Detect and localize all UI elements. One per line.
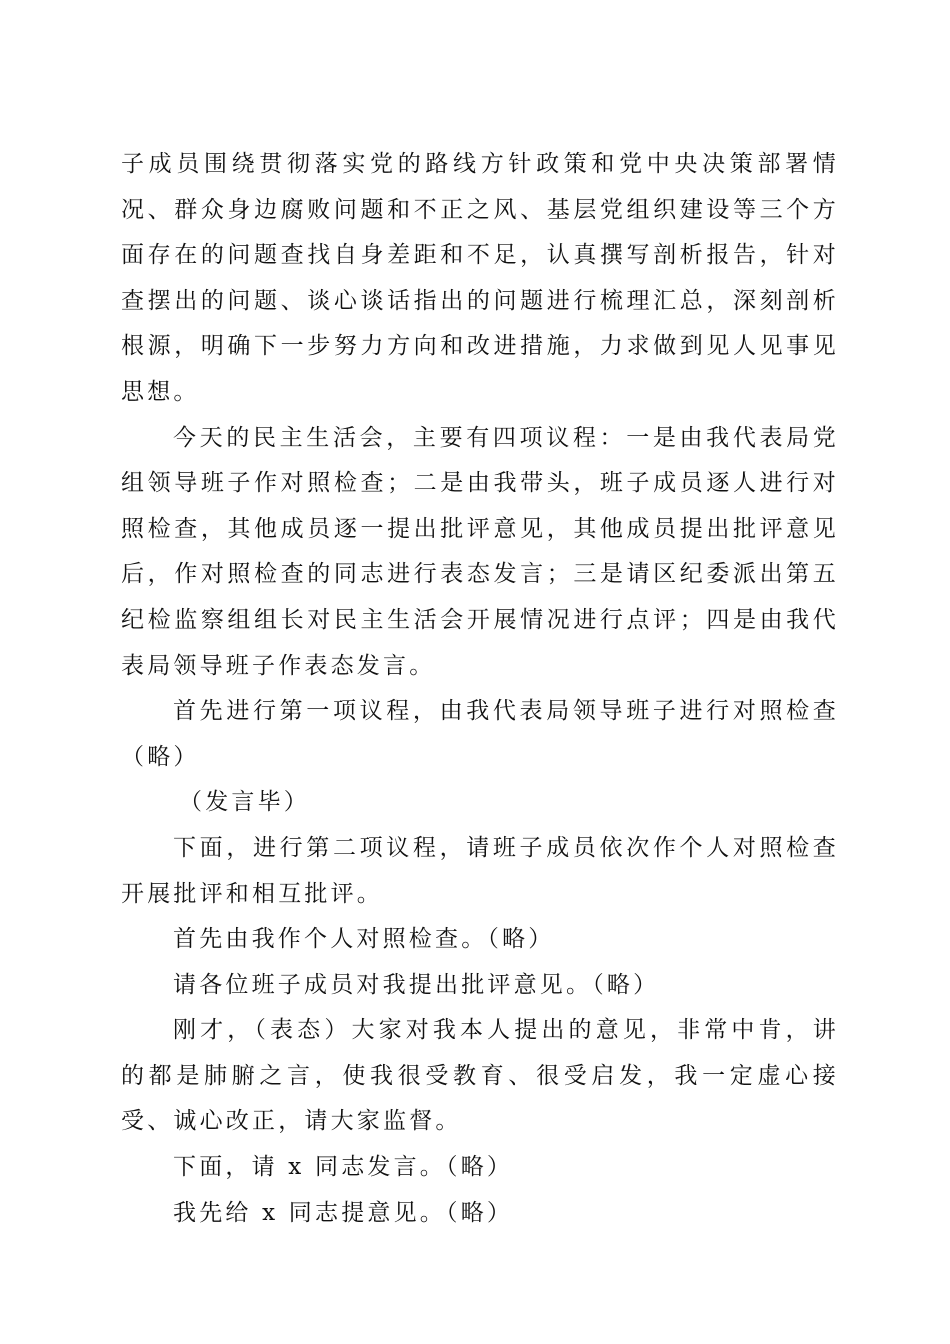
paragraph-response: 刚才，（表态）大家对我本人提出的意见，非常中肯，讲的都是肺腑之言，使我很受教育、很受启发，我一定虚心接受、诚心改正，请大家监督。 bbox=[121, 1017, 839, 1135]
paragraph-give-opinion: 我先给 x 同志提意见。（略） bbox=[173, 1199, 514, 1226]
paragraph-request-criticism: 请各位班子成员对我提出批评意见。（略） bbox=[173, 971, 660, 998]
paragraph-speech-end: （发言毕） bbox=[179, 789, 310, 816]
paragraph-agenda: 今天的民主生活会，主要有四项议程：一是由我代表局党组领导班子作对照检查；二是由我带头，班子成员逐人进行对照检查，其他成员逐一提出批评意见，其他成员提出批评意见后，作对照检查的同志进行表态发言；三是请区纪委派出第五纪检监察组组长对民主生活会开展情况进行点评；四是由我代表局领导班子作表态发言。 bbox=[121, 424, 839, 679]
paragraph-continuation: 子成员围绕贯彻落实党的路线方针政策和党中央决策部署情况、群众身边腐败问题和不正之风、基层党组织建设等三个方面存在的问题查找自身差距和不足，认真撰写剖析报告，针对查摆出的问题、谈心谈话指出的问题进行梳理汇总，深刻剖析根源，明确下一步努力方向和改进措施，力求做到见人见事见思想。 bbox=[121, 151, 839, 405]
paragraph-second-item: 下面，进行第二项议程，请班子成员依次作个人对照检查开展批评和相互批评。 bbox=[121, 834, 839, 907]
paragraph-self-check: 首先由我作个人对照检查。（略） bbox=[173, 926, 555, 953]
paragraph-next-speaker: 下面，请 x 同志发言。（略） bbox=[173, 1154, 514, 1181]
document-body bbox=[121, 142, 839, 1236]
paragraph-first-item: 首先进行第一项议程，由我代表局领导班子进行对照检查（略） bbox=[121, 698, 839, 770]
